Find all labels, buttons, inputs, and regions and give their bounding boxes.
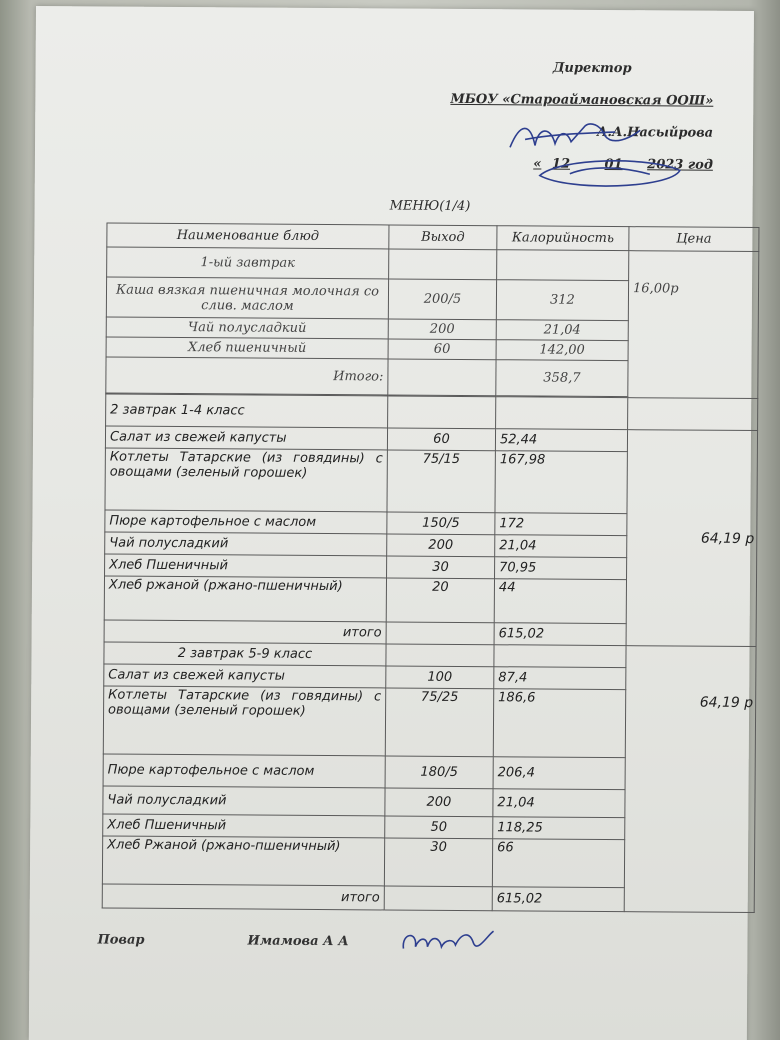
header-dish: Наименование блюд [107,223,389,249]
approval-date-month: 01 [604,156,623,173]
dish-portion: 180/5 [385,756,493,789]
dish-portion: 200/5 [388,279,496,320]
dish-portion: 60 [387,428,495,451]
header-price: Цена [629,227,759,252]
dish-portion: 200 [385,788,493,817]
dish-name: Хлеб Ржаной (ржано-пшеничный) [102,836,384,886]
dish-name: Котлеты Татарские (из говядины) с овощами (зеленый горошек) [103,686,385,756]
dish-name: Салат из свежей капусты [105,426,387,450]
director-signature [505,117,645,158]
dish-kcal: 118,25 [493,817,625,840]
dish-name: Пюре картофельное с маслом [103,754,385,788]
dish-kcal: 21,04 [496,320,628,341]
approval-date-year: 2023 год [647,157,713,173]
dish-kcal: 21,04 [493,789,625,818]
dish-portion: 60 [388,339,496,360]
dish-kcal: 66 [492,839,624,888]
document-title: МЕНЮ(1/4) [389,198,471,215]
dish-name: Хлеб Пшеничный [103,814,385,838]
dish-name: Хлеб ржаной (ржано-пшеничный) [104,576,386,622]
approval-director-name: А.А.Насыйрова [596,124,714,141]
dish-name: Чай полусладкий [105,532,387,556]
header-portion: Выход [389,225,497,250]
cook-footer [97,932,349,950]
dish-portion: 20 [386,578,494,623]
dish-name: Чай полусладкий [106,317,388,339]
dish-portion: 150/5 [387,512,495,535]
header-calories: Калорийность [497,226,629,251]
dish-kcal: 172 [495,513,627,536]
dish-portion: 50 [385,816,493,839]
total-label: Итого: [106,357,388,395]
section-price: 64,19 р [624,646,756,913]
dish-kcal: 167,98 [495,451,627,514]
approval-date-open: « [533,156,542,172]
dish-kcal: 44 [494,579,626,624]
dish-portion: 200 [387,534,495,557]
dish-name: Пюре картофельное с маслом [105,510,387,534]
section-label: 1-ый завтрак [107,247,389,279]
dish-name: Хлеб пшеничный [106,337,388,359]
total-kcal: 615,02 [492,887,624,912]
dish-portion: 200 [388,319,496,340]
dish-portion: 30 [387,556,495,579]
dish-kcal: 142,00 [496,340,628,361]
dish-kcal: 206,4 [493,757,625,790]
dish-portion: 30 [384,838,492,887]
dish-kcal: 52,44 [495,429,627,452]
dish-portion: 75/25 [385,688,493,757]
dish-name: Котлеты Татарские (из говядины) с овощами (зеленый горошек) [105,448,387,512]
total-label: итого [102,884,384,910]
approval-org: МБОУ «Староаймановская ООШ» [450,91,714,109]
section-price: 64,19 р [626,430,758,647]
dish-name: Салат из свежей капусты [104,664,386,688]
dish-portion: 100 [386,666,494,689]
cook-label: Повар [97,932,145,948]
total-kcal: 358,7 [496,360,628,397]
dish-kcal: 312 [496,280,628,321]
dish-kcal: 70,95 [495,557,627,580]
approval-title: Директор [552,60,632,77]
total-label: итого [104,620,386,644]
cook-name: Имамова А А [247,933,349,950]
section-row [106,394,758,431]
dish-portion: 75/15 [387,450,495,513]
section-label: 2 завтрак 5-9 класс [104,642,386,666]
section-row [107,247,759,282]
menu-table [102,222,760,913]
cook-signature [397,925,497,960]
dish-name: Каша вязкая пшеничная молочная со слив. маслом [106,277,388,319]
section-label: 2 завтрак 1-4 класс [106,394,388,428]
approval-date-day: 12 [551,156,571,172]
dish-kcal: 186,6 [493,689,625,758]
dish-name: Чай полусладкий [103,786,385,816]
dish-kcal: 87,4 [494,667,626,690]
total-kcal: 615,02 [494,623,626,646]
dish-kcal: 21,04 [495,535,627,558]
dish-name: Хлеб Пшеничный [105,554,387,578]
section-price: 16,00р [628,251,759,399]
menu-document [29,6,754,1040]
director-stamp [530,153,690,194]
